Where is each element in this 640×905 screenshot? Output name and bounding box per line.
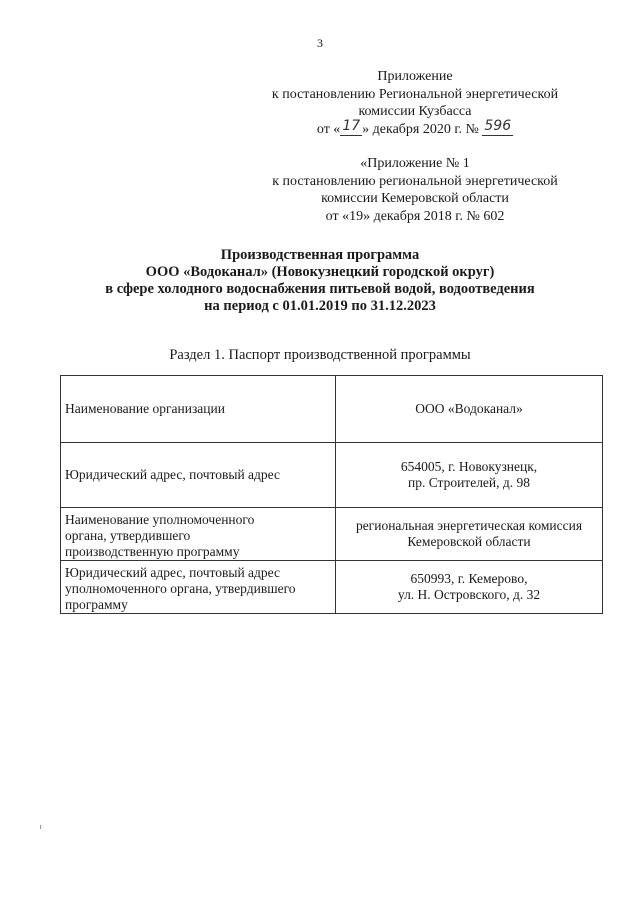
row-value: региональная энергетическая комиссия Кемеровской области [336,508,603,561]
row-label: Наименование уполномоченного органа, утвердившего производственную программу [61,508,336,561]
handwritten-number: 596 [484,117,512,134]
appendix-current-header [250,68,580,138]
date-middle: » декабря 2020 г. № [362,121,479,137]
appendix-title: Приложение [377,69,453,84]
table-row [61,443,603,508]
appendix-commission-line: комиссии Кузбасса [358,104,472,119]
handwritten-day: 17 [342,117,361,134]
row-label: Юридический адрес, почтовый адрес [61,443,336,508]
row-value: 650993, г. Кемерово, ул. Н. Островского, д. 32 [336,561,603,614]
row-value: 654005, г. Новокузнецк, пр. Строителей, д. 98 [336,443,603,508]
original-date-line: от «19» декабря 2018 г. № 602 [325,208,505,224]
table-row [61,376,603,443]
row-label: Юридический адрес, почтовый адрес уполномоченного органа, утвердившего программу [61,561,336,614]
date-prefix: от « [316,121,341,137]
document-title [40,247,600,315]
section-heading: Раздел 1. Паспорт производственной программы [169,347,471,363]
appendix-original-header [250,155,580,225]
handwritten-day-field [340,117,362,139]
handwritten-number-field [482,117,513,139]
scan-speck [40,825,41,829]
passport-table [60,375,603,614]
original-commission-line: комиссии Кемеровской области [321,191,509,206]
appendix-resolution-line: к постановлению Региональной энергетической [271,86,559,102]
title-line-4: на период с 01.01.2019 по 31.12.2023 [204,298,436,314]
original-appendix-title: «Приложение № 1 [360,156,470,171]
row-label: Наименование организации [61,376,336,443]
title-line-2: ООО «Водоканал» (Новокузнецкий городской округ) [145,264,495,280]
original-resolution-line: к постановлению региональной энергетической [272,173,558,189]
appendix-date-line [250,117,580,139]
page-number: 3 [317,36,323,50]
table-row [61,561,603,614]
title-line-3: в сфере холодного водоснабжения питьевой водой, водоотведения [105,281,535,297]
title-line-1: Производственная программа [220,247,420,263]
table-row [61,508,603,561]
row-value: ООО «Водоканал» [336,376,603,443]
